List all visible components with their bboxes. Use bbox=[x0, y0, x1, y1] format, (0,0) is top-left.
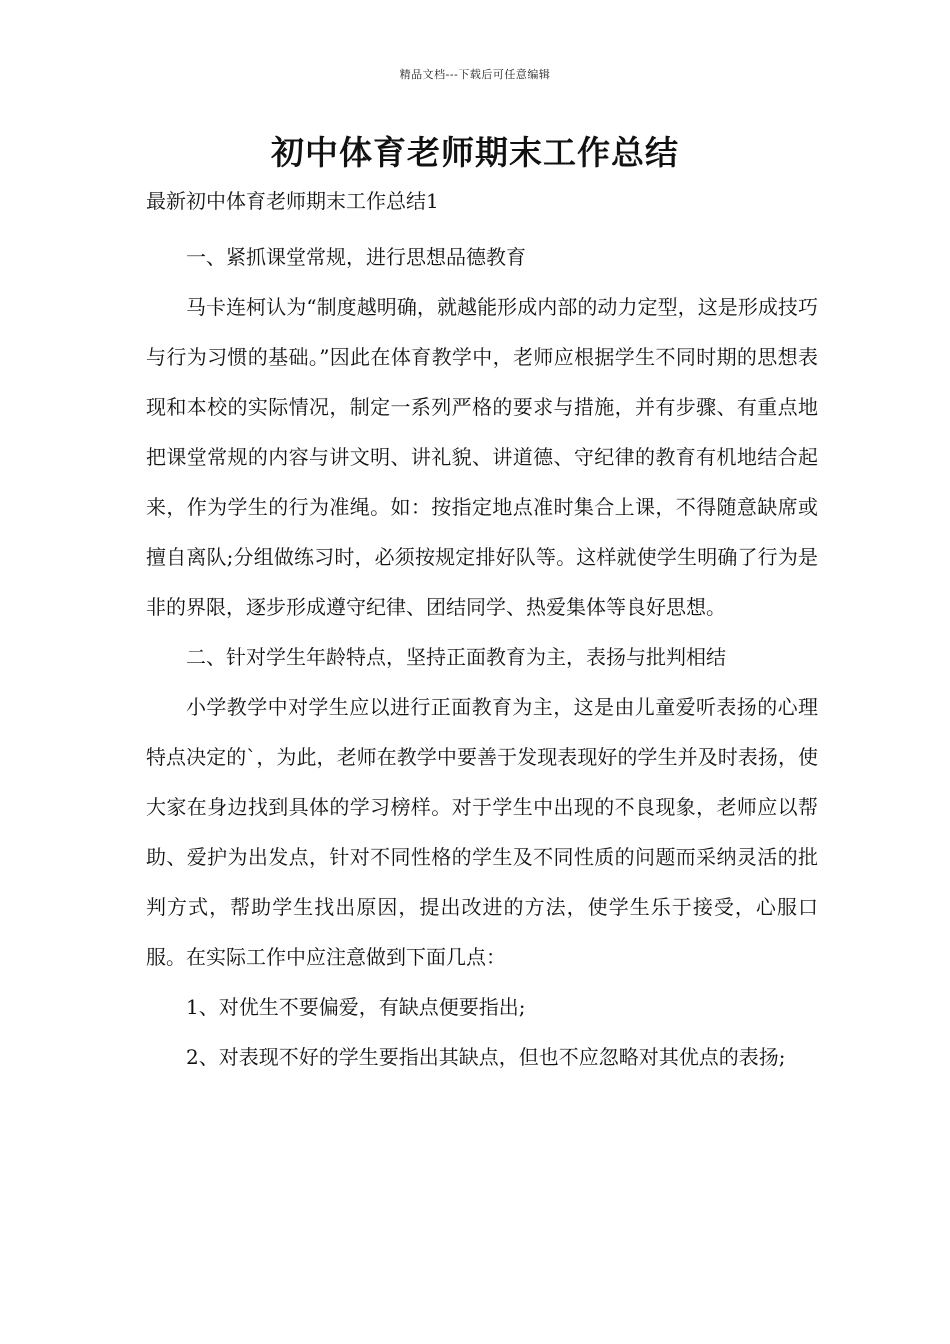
body-paragraph-2: 小学教学中对学生应以进行正面教育为主，这是由儿童爱听表扬的心理特点决定的`，为此，老师在教学中要善于发现表现好的学生并及时表扬，使大家在身边找到具体的学习榜样。对于学生中出现的不良现象，老师应以帮助、爱护为出发点，针对不同性格的学生及不同性质的问题而采纳灵活的批判方式，帮助学生找出原因，提出改进的方法，使学生乐于接受，心服口服。在实际工作中应注意做到下面几点： bbox=[146, 695, 818, 969]
list-item-2: 2、对表现不好的学生要指出其缺点，但也不应忽略对其优点的表扬; bbox=[186, 1045, 786, 1069]
page-title: 初中体育老师期末工作总结 bbox=[271, 133, 679, 172]
body-paragraph-1: 马卡连柯认为“制度越明确，就越能形成内部的动力定型，这是形成技巧与行为习惯的基础。”因此在体育教学中，老师应根据学生不同时期的思想表现和本校的实际情况，制定一系列严格的要求与措施，并有步骤、有重点地把课堂常规的内容与讲文明、讲礼貌、讲道德、守纪律的教育有机地结合起来，作为学生的行为准绳。如：按指定地点准时集合上课，不得随意缺席或擅自离队;分组做练习时，必须按规定排好队等。这样就使学生明确了行为是非的界限，逐步形成遵守纪律、团结同学、热爱集体等良好思想。 bbox=[146, 295, 818, 619]
section-heading-2: 二、针对学生年龄特点，坚持正面教育为主，表扬与批判相结 bbox=[186, 645, 726, 669]
document-body bbox=[146, 182, 818, 1082]
document-subtitle: 最新初中体育老师期末工作总结1 bbox=[146, 189, 439, 213]
section-heading-1: 一、紧抓课堂常规，进行思想品德教育 bbox=[186, 245, 526, 269]
list-item-1: 1、对优生不要偏爱，有缺点便要指出; bbox=[186, 995, 526, 1019]
header-note: 精品文档---下载后可任意编辑 bbox=[399, 68, 551, 81]
